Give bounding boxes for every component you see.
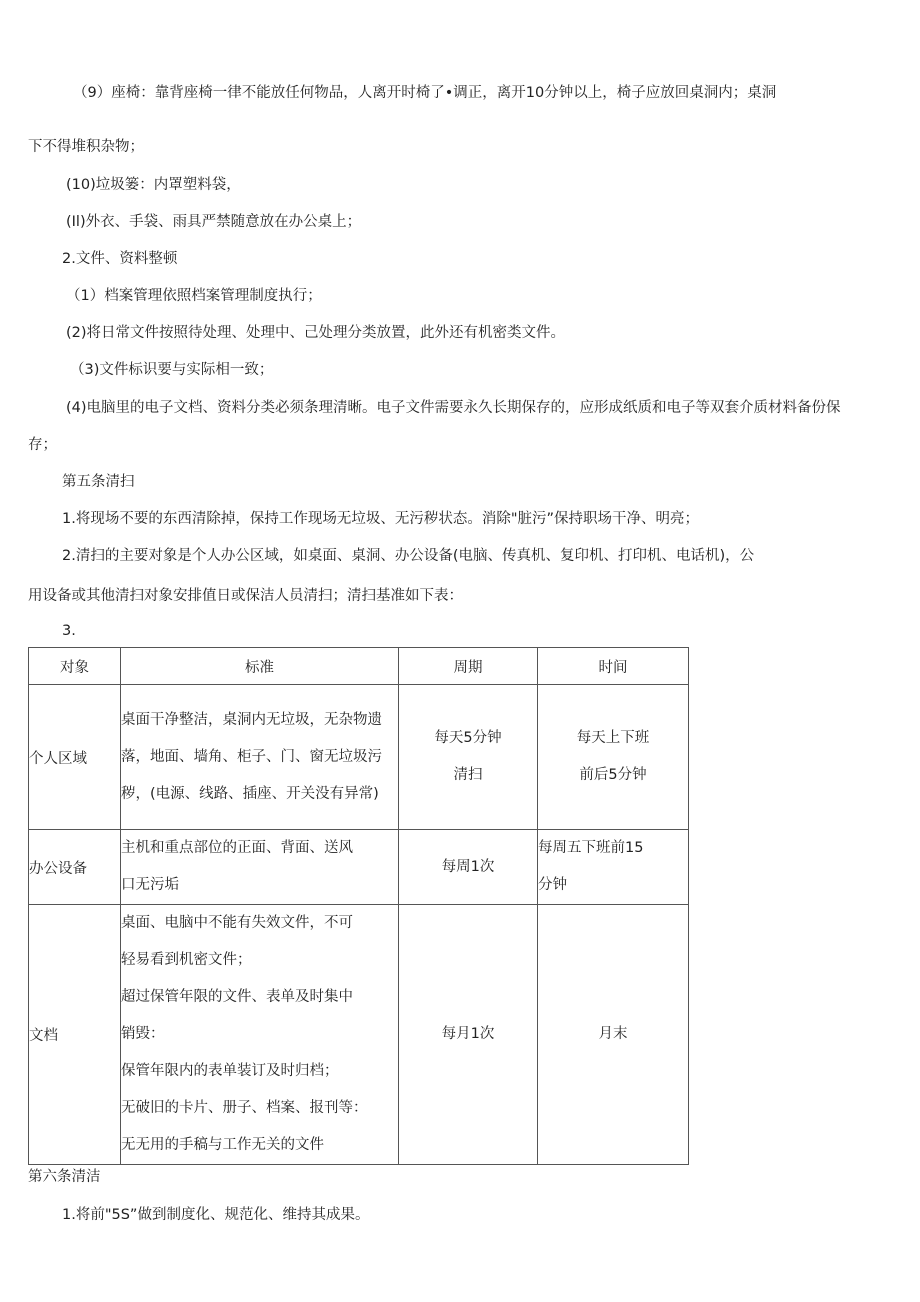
standard-line: 超过保管年限的文件、表单及时集中 [121, 989, 353, 1005]
paragraph-archive: （1）档案管理依照档案管理制度执行； [66, 288, 322, 304]
standard-line: 销毁： [121, 1026, 165, 1042]
paragraph-cleaning-2: 2.清扫的主要对象是个人办公区域，如桌面、桌洞、办公设备(电脑、传真机、复印机、打印机、电话机)，公 [62, 548, 755, 564]
paragraph-trash-bin: (10)垃圾篓：内罩塑料袋， [66, 177, 241, 193]
table-cell-time [538, 685, 689, 830]
paragraph-clothing: (Il)外衣、手袋、雨具严禁随意放在办公桌上； [66, 214, 362, 230]
time-line: 每天上下班 [576, 730, 650, 746]
standard-line: 桌面干净整洁，桌洞内无垃圾，无杂物遗 [121, 711, 382, 728]
table-row [29, 685, 689, 830]
table-cell-object: 文档 [29, 905, 121, 1165]
standard-line: 轻易看到机密文件； [121, 952, 252, 968]
article-heading-tidiness: 第六条清洁 [28, 1169, 101, 1185]
paragraph-cleaning-1: 1.将现场不要的东西清除掉，保持工作现场无垃圾、无污秽状态。消除"脏污”保持职场干净、明亮； [62, 511, 700, 527]
table-cell-period [399, 830, 538, 905]
paragraph-seat-rule-cont: 下不得堆积杂物； [28, 139, 144, 155]
article-heading-cleaning: 第五条清扫 [62, 474, 135, 490]
table-cell-standard [121, 830, 399, 905]
paragraph-electronic-docs-cont: 存； [28, 437, 57, 453]
time-line: 月末 [598, 1026, 628, 1042]
paragraph-item-3: 3. [62, 623, 76, 639]
table-header-cell: 标准 [121, 648, 399, 685]
period-line: 每月1次 [441, 1026, 495, 1042]
table-cell-time [538, 830, 689, 905]
table-header-row [29, 648, 689, 685]
standard-line: 秽，(电源、线路、插座、开关没有异常) [121, 785, 379, 802]
paragraph-file-labels: （3)文件标识要与实际相一致； [70, 362, 274, 378]
period-line: 清扫 [453, 767, 483, 783]
period-line: 每周1次 [441, 858, 495, 875]
standard-line: 保管年限内的表单装订及时归档； [121, 1063, 339, 1079]
table-cell-object: 办公设备 [29, 830, 121, 905]
table-cell-standard [121, 685, 399, 830]
table-row [29, 905, 689, 1165]
time-line: 前后5分钟 [579, 767, 647, 783]
standard-line: 主机和重点部位的正面、背面、送风 [121, 840, 353, 856]
table-row [29, 830, 689, 905]
table-header-cell: 周期 [399, 648, 538, 685]
table-cell-standard [121, 905, 399, 1165]
paragraph-seat-rule: （9）座椅：靠背座椅一律不能放任何物品，人离开时椅了•调正，离开10分钟以上，椅子应放回桌洞内；桌洞 [73, 85, 777, 101]
time-line: 每周五下班前15 [538, 840, 644, 856]
standard-line: 无破旧的卡片、册子、档案、报刊等： [121, 1100, 368, 1116]
paragraph-tidiness-1: 1.将前"5S”做到制度化、规范化、维持其成果。 [62, 1207, 370, 1223]
standard-line: 口无污垢 [121, 877, 179, 893]
table-header-cell: 时间 [538, 648, 689, 685]
time-line: 分钟 [538, 877, 567, 893]
table-header-cell: 对象 [29, 648, 121, 685]
table-cell-period [399, 685, 538, 830]
standard-line: 落，地面、墙角、柜子、门、窗无垃圾污 [121, 748, 382, 765]
paragraph-cleaning-2-cont: 用设备或其他清扫对象安排值日或保洁人员清扫；清扫基准如下表： [28, 588, 463, 604]
table-cell-period [399, 905, 538, 1165]
period-line: 每天5分钟 [434, 730, 502, 746]
standard-line: 桌面、电脑中不能有失效文件，不可 [121, 915, 353, 931]
table-cell-object: 个人区域 [29, 685, 121, 830]
section-heading-documents: 2.文件、资料整顿 [62, 251, 178, 267]
table-cell-time [538, 905, 689, 1165]
standard-line: 无无用的手稿与工作无关的文件 [121, 1137, 324, 1153]
cleaning-standard-table [28, 647, 689, 1165]
paragraph-electronic-docs: (4)电脑里的电子文档、资料分类必须条理清晰。电子文件需要永久长期保存的，应形成纸质和电子等双套介质材料备份保 [66, 400, 841, 416]
paragraph-daily-files: (2)将日常文件按照待处理、处理中、己处理分类放置，此外还有机密类文件。 [66, 325, 566, 341]
